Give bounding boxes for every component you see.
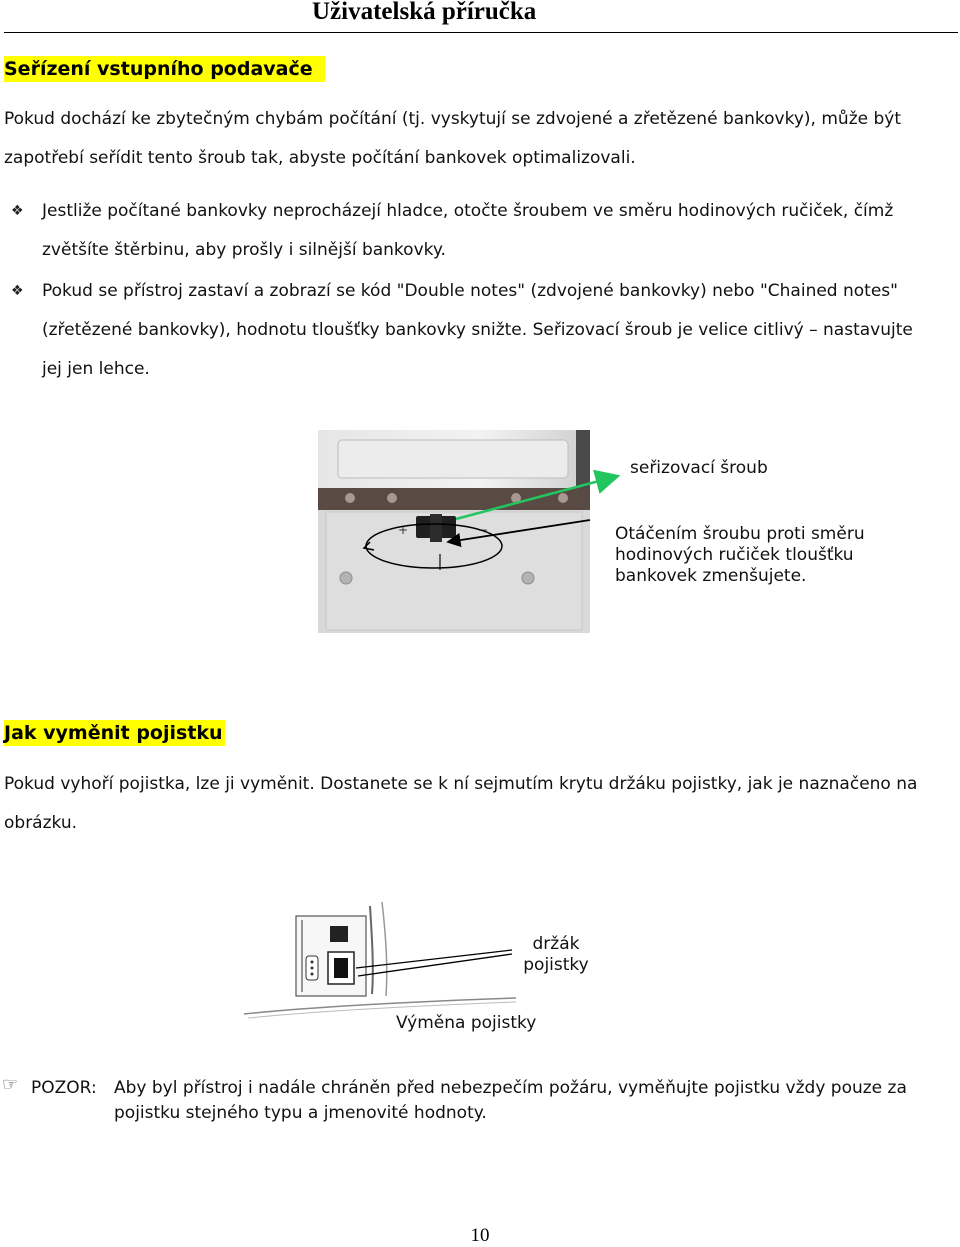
section-heading-feeder: Seřízení vstupního podavače xyxy=(4,56,325,82)
svg-text:−: − xyxy=(478,523,489,537)
fuse-figure-caption: Výměna pojistky xyxy=(396,1013,537,1033)
section1-intro: Pokud dochází ke zbytečným chybám počítání (tj. vyskytují se zdvojené a zřetězené bankovky), může být zapotřebí seřídit tento šroub tak, abyste počítání bankovek optimalizovali. xyxy=(4,109,901,168)
screw-figure-annotations xyxy=(300,460,630,590)
diamond-bullet-icon: ❖ xyxy=(11,203,24,219)
section-heading-fuse: Jak vyměnit pojistku xyxy=(4,722,223,744)
rotation-label: Otáčením šroubu proti směru hodinových ručiček tloušťku bankovek zmenšujete. xyxy=(615,524,865,586)
diamond-bullet-icon: ❖ xyxy=(11,283,24,299)
svg-text:+: + xyxy=(398,523,409,537)
fuse-holder-drawing xyxy=(240,898,520,1020)
header-rule xyxy=(4,32,958,33)
pointing-hand-icon: ☞ xyxy=(2,1074,19,1095)
warning-label: POZOR: xyxy=(31,1078,97,1098)
warning-text: Aby byl přístroj i nadále chráněn před nebezpečím požáru, vyměňujte pojistku vždy pouze za pojistku stejného typu a jmenovité hodnoty. xyxy=(114,1078,907,1123)
bullet-text-1: Jestliže počítané bankovky neprocházejí hladce, otočte šroubem ve směru hodinových ručiček, čímž zvětšíte štěrbinu, aby prošly i silnější bankovky. xyxy=(42,201,894,260)
bullet-text-2: Pokud se přístroj zastaví a zobrazí se kód "Double notes" (zdvojené bankovky) nebo "Chained notes" (zřetězené bankovky), hodnotu tloušťky bankovky snižte. Seřizovací šroub je velice citlivý – nastavujte jej jen lehce. xyxy=(42,281,913,379)
document-title: Uživatelská příručka xyxy=(312,0,537,25)
section2-intro: Pokud vyhoří pojistka, lze ji vyměnit. Dostanete se k ní sejmutím krytu držáku pojistky, jak je naznačeno na obrázku. xyxy=(4,774,918,833)
fuse-holder-label: držák pojistky xyxy=(523,934,589,975)
page-number: 10 xyxy=(470,1225,490,1246)
screw-label: seřizovací šroub xyxy=(630,458,768,478)
